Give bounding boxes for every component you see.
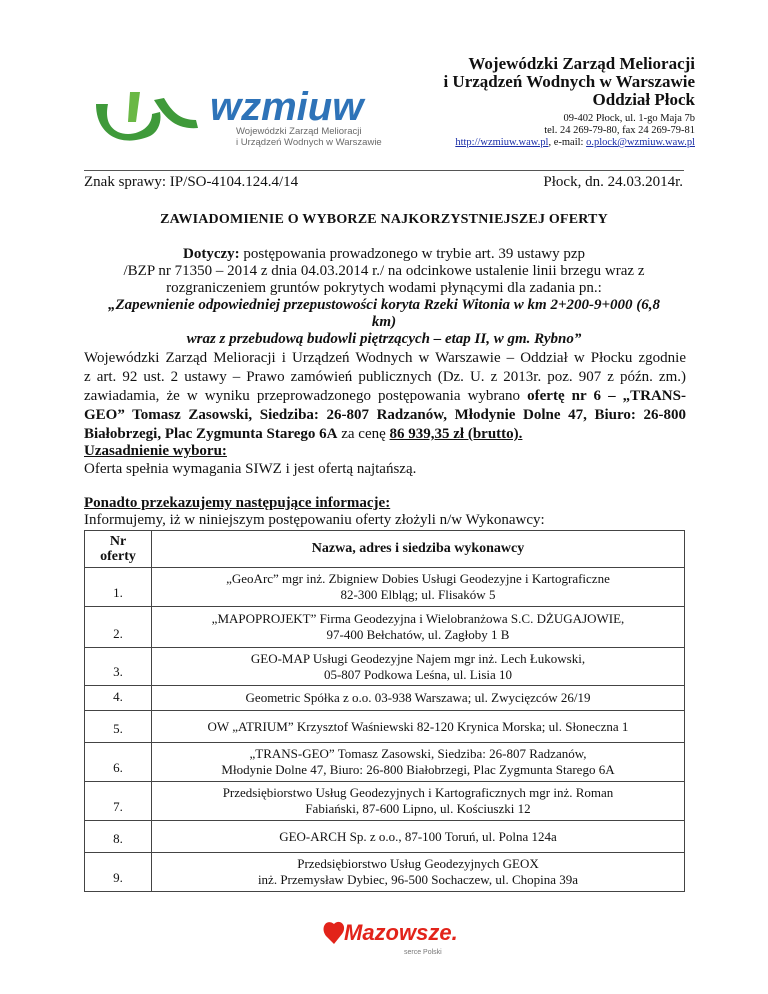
org-line2: i Urządzeń Wodnych w Warszawie (443, 72, 695, 91)
logo-subtitle-line1: Wojewódzki Zarząd Melioracji (236, 126, 362, 137)
table-row (85, 648, 685, 686)
justification-text: Oferta spełnia wymagania SIWZ i jest ofertą najtańszą. (84, 461, 417, 477)
col-offer-number: Nr oferty (85, 531, 152, 568)
org-line1: Wojewódzki Zarząd Melioracji (468, 54, 695, 73)
contact-line (455, 137, 695, 149)
contractor-info (152, 853, 685, 892)
body-line2: z art. 92 ust. 2 ustawy – Prawo zamówień publicznych (Dz. U. z 2013r. poz. 907 z późn. zm.) (84, 369, 686, 385)
offer-number: 2. (85, 607, 152, 648)
address-line2: tel. 24 269-79-80, fax 24 269-79-81 (544, 125, 695, 136)
contractor-line2: 97-400 Bełchatów, ul. Zagłoby 1 B (326, 627, 510, 642)
contractor-line2: Fabiański, 87-600 Lipno, ul. Kościuszki 12 (305, 801, 531, 816)
contractor-info (152, 686, 685, 711)
selected-offer-start: ofertę nr 6 – „TRANS- (527, 388, 686, 404)
offer-number: 8. (85, 821, 152, 853)
concern-task-line2: wraz z przebudową budowli piętrzących – etap II, w gm. Rybno” (186, 331, 582, 347)
body-line4 (84, 406, 686, 425)
logo-subtitle (236, 126, 382, 148)
contractor-line1: OW „ATRIUM” Krzysztof Waśniewski 82-120 Krynica Morska; ul. Słoneczna 1 (207, 718, 629, 734)
email-link[interactable]: o.plock@wzmiuw.waw.pl (586, 137, 695, 148)
org-line3: Oddział Płock (592, 90, 695, 109)
table-header-row (85, 531, 685, 568)
body-line3 (84, 387, 686, 406)
document-title: ZAWIADOMIENIE O WYBORZE NAJKORZYSTNIEJSZEJ OFERTY (160, 212, 608, 227)
logo-subtitle-line2: i Urządzeń Wodnych w Warszawie (236, 137, 382, 148)
info-text: Informujemy, iż w niniejszym postępowaniu oferty złożyli n/w Wykonawcy: (84, 512, 545, 528)
contractor-line1: GEO-MAP Usługi Geodezyjne Najem mgr inż. Lech Łukowski, (250, 650, 586, 666)
offer-number: 1. (85, 568, 152, 607)
contractor-info (152, 711, 685, 743)
justification-heading: Uzasadnienie wyboru: (84, 443, 227, 459)
heart-icon (324, 922, 345, 944)
body-line5 (84, 425, 686, 444)
concern-line2: /BZP nr 71350 – 2014 z dnia 04.03.2014 r./ na odcinkowe ustalenie linii brzegu wraz z (123, 263, 645, 279)
selected-offer-end: Białobrzegi, Plac Zygmunta Starego 6A (84, 426, 338, 442)
contractor-line1: „TRANS-GEO” Tomasz Zasowski, Siedziba: 26-807 Radzanów, (249, 746, 587, 761)
offer-number: 4. (85, 686, 152, 711)
contractor-line1: GEO-ARCH Sp. z o.o., 87-100 Toruń, ul. Polna 124a (279, 828, 557, 844)
contractor-info (152, 607, 685, 648)
offer-number: 6. (85, 743, 152, 782)
mazowsze-tagline: serce Polski (404, 949, 442, 956)
contractor-info (152, 743, 685, 782)
table-row (85, 821, 685, 853)
concern-block (104, 246, 664, 348)
contractor-line1: Geometric Spółka z o.o. 03-938 Warszawa; ul. Zwycięzców 26/19 (245, 690, 591, 705)
bidders-table (84, 530, 685, 892)
mazowsze-logo (318, 910, 458, 960)
contractor-info (152, 821, 685, 853)
body-line3-text: zawiadamia, że w wyniku przeprowadzonego postępowania wybrano (84, 388, 528, 404)
table-body (85, 568, 685, 892)
place-date: Płock, dn. 24.03.2014r. (543, 174, 683, 190)
table-row (85, 782, 685, 821)
table-row (85, 686, 685, 711)
contractor-info (152, 782, 685, 821)
concern-task-line1: „Zapewnienie odpowiedniej przepustowości koryta Rzeki Witonia w km 2+200-9+000 (6,8 km) (107, 297, 661, 330)
table-row (85, 711, 685, 743)
concern-line1: postępowania prowadzonego w trybie art. 39 ustawy pzp (239, 246, 585, 262)
table-row (85, 607, 685, 648)
contractor-line1: Przedsiębiorstwo Usług Geodezyjnych i Kartograficznych mgr inż. Roman (222, 785, 614, 800)
logo-wordmark: wzmiuw (210, 86, 364, 129)
contractor-info (152, 568, 685, 607)
header-divider (84, 170, 684, 171)
offer-number: 3. (85, 648, 152, 686)
concern-line3: rozgraniczeniem gruntów pokrytych wodami płynącymi dla zadania pn.: (166, 280, 602, 296)
website-link[interactable]: http://wzmiuw.waw.pl (455, 137, 549, 148)
table-row (85, 743, 685, 782)
contractor-line2: 82-300 Elbląg; ul. Flisaków 5 (340, 587, 496, 602)
mazowsze-wordmark: Mazowsze. (344, 920, 458, 945)
email-prefix: , e-mail: (548, 137, 587, 148)
table-row (85, 853, 685, 892)
decision-paragraph (84, 349, 686, 444)
offer-number: 9. (85, 853, 152, 892)
offer-number: 5. (85, 711, 152, 743)
contractor-line1: „MAPOPROJEKT” Firma Geodezyjna i Wielobranżowa S.C. DŻUGAJOWIE, (211, 611, 625, 626)
contractor-line1: „GeoArc” mgr inż. Zbigniew Dobies Usługi Geodezyjne i Kartograficzne (226, 571, 610, 586)
concern-label: Dotyczy: (183, 246, 240, 262)
table-row (85, 568, 685, 607)
offer-price: 86 939,35 zł (brutto). (389, 426, 523, 442)
body-line1: Wojewódzki Zarząd Melioracji i Urządzeń Wodnych w Warszawie – Oddział w Płocku zgodnie (84, 350, 686, 366)
price-prefix: za cenę (337, 426, 390, 442)
address-block (455, 113, 695, 149)
organization-name (443, 55, 695, 109)
case-reference: Znak sprawy: IP/SO-4104.124.4/14 (84, 174, 299, 190)
contractor-line2: Młodynie Dolne 47, Biuro: 26-800 Białobrzegi, Plac Zygmunta Starego 6A (221, 762, 615, 777)
contractor-info (152, 648, 685, 686)
selected-offer-mid: GEO” Tomasz Zasowski, Siedziba: 26-807 Radzanów, Młodynie Dolne 47, Biuro: 26-800 (84, 407, 686, 423)
contractor-line1: Przedsiębiorstwo Usług Geodezyjnych GEOX (297, 856, 539, 871)
address-line1: 09-402 Płock, ul. 1-go Maja 7b (563, 113, 695, 124)
offer-number: 7. (85, 782, 152, 821)
info-heading: Ponadto przekazujemy następujące informacje: (84, 495, 391, 511)
contractor-line2: inż. Przemysław Dybiec, 96-500 Sochaczew, ul. Chopina 39a (257, 872, 579, 887)
col-contractor: Nazwa, adres i siedziba wykonawcy (152, 531, 685, 568)
contractor-line2: 05-807 Podkowa Leśna, ul. Lisia 10 (323, 666, 513, 682)
